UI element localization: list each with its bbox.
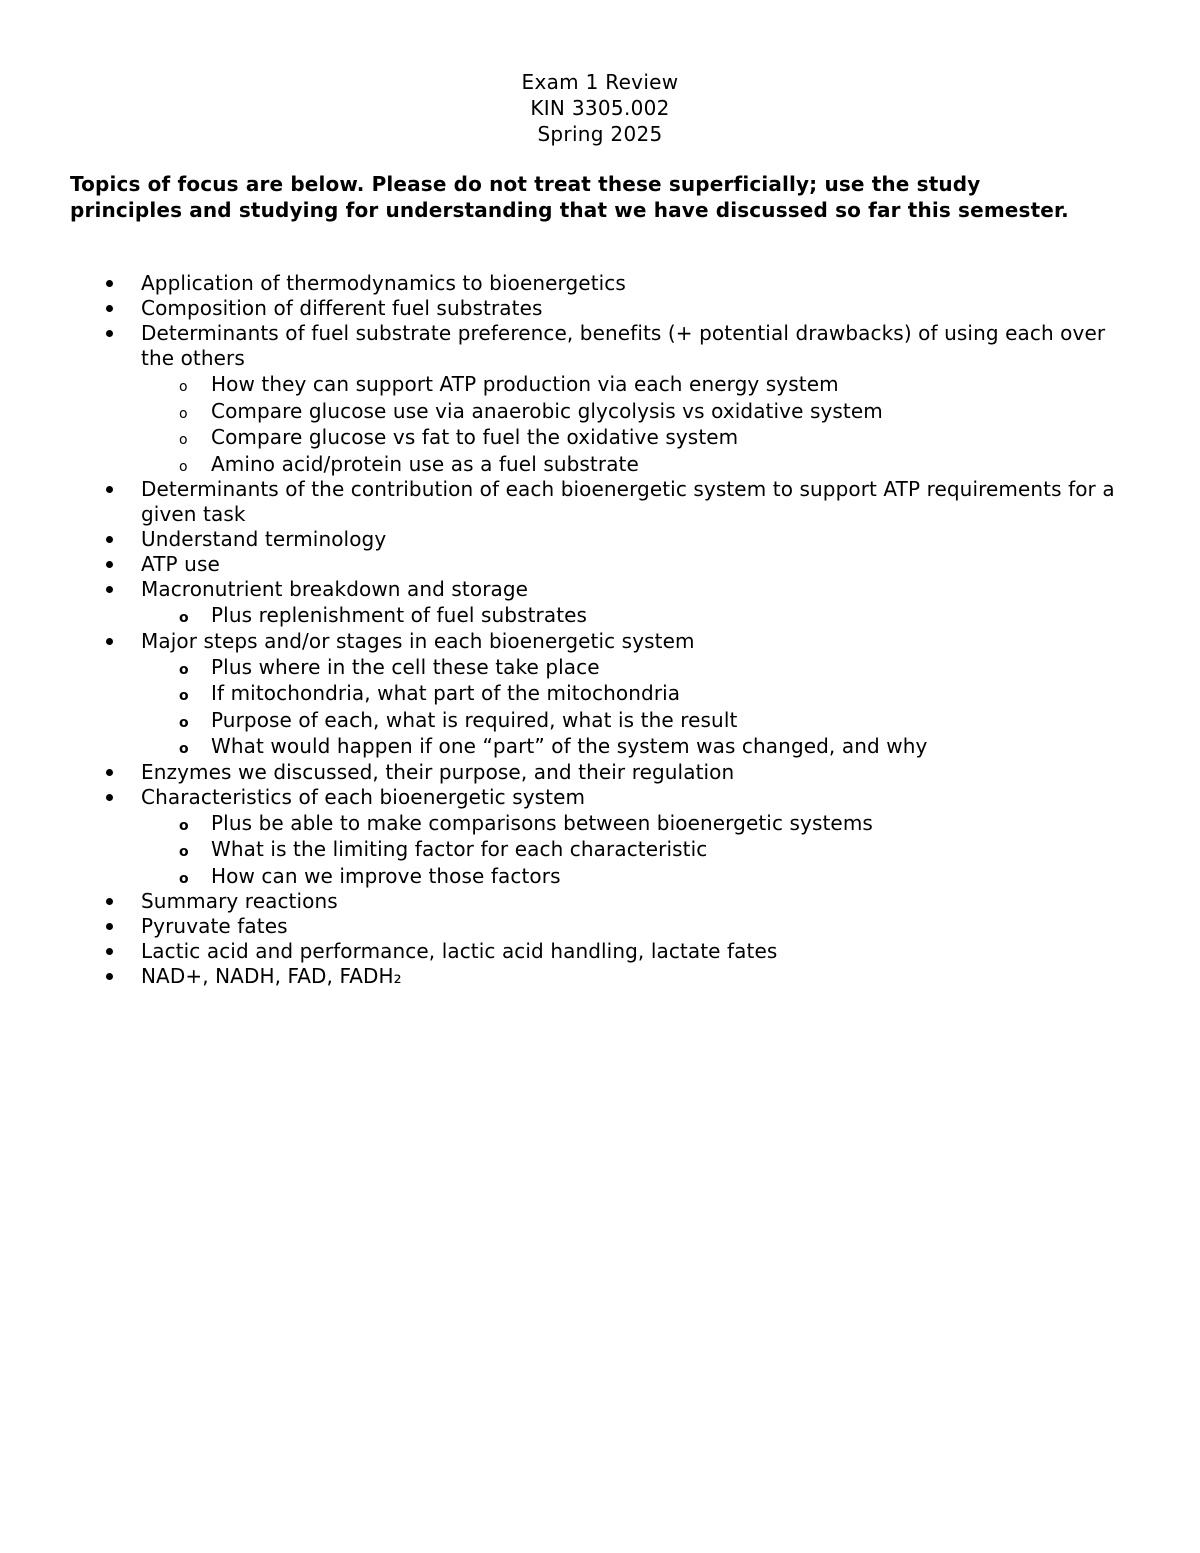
document-header [0,69,1200,147]
topic-text: Application of thermodynamics to bioenergetics [141,271,626,295]
subtopic-item [141,810,1140,837]
circle-bullet-icon: o [179,688,189,704]
circle-bullet-icon: o [179,870,189,887]
circle-bullet-icon: o [179,432,188,448]
topic-item [0,939,1200,964]
topic-item [0,477,1200,527]
topic-text: Characteristics of each bioenergetic system [141,784,586,809]
circle-bullet-icon: o [179,405,188,422]
subtopic-item [141,680,1140,707]
topic-text: Major steps and/or stages in each bioenergetic system [141,628,695,653]
intro-paragraph: Topics of focus are below. Please do not treat these superficially; use the study principles and studying for understanding that we have discussed so far this semester. [70,172,1069,222]
bullet-icon [106,769,113,776]
topic-item [0,321,1200,477]
subtopic-list [141,654,1140,760]
subtopic-item [141,733,1140,760]
subtopic-text: How they can support ATP production via each energy system [211,372,839,396]
topic-text: Lactic acid and performance, lactic acid handling, lactate fates [141,939,778,963]
subtopic-text: Purpose of each, what is required, what is the result [211,707,738,732]
subtopic-item [141,424,1140,451]
bullet-icon [106,586,113,593]
circle-bullet-icon: o [179,610,189,626]
topic-item [0,629,1200,760]
topic-text: Pyruvate fates [141,914,288,938]
subtopic-item [141,836,1140,863]
bullet-icon [106,948,113,955]
topic-text: Composition of different fuel substrates [141,296,543,320]
bullet-icon [106,330,113,337]
topic-text: Summary reactions [141,889,338,913]
topic-item [0,760,1200,785]
bullet-icon [106,794,113,801]
topic-item [0,964,1200,989]
topic-text: Determinants of the contribution of each bioenergetic system to support ATP requirements for a given task [141,477,1115,526]
topic-item [0,271,1200,296]
subtopic-item [141,602,1140,629]
exam-title: Exam 1 Review [521,70,679,94]
topic-text: Macronutrient breakdown and storage [141,577,529,601]
subtopic-text: Compare glucose vs fat to fuel the oxidative system [211,425,739,449]
circle-bullet-icon: o [179,741,189,757]
semester: Spring 2025 [537,122,663,146]
bullet-icon [106,923,113,930]
topic-text: Understand terminology [141,527,387,551]
topic-item [0,527,1200,552]
circle-bullet-icon: o [179,661,189,678]
topic-text: Enzymes we discussed, their purpose, and their regulation [141,759,735,784]
subtopic-text: Plus be able to make comparisons between bioenergetic systems [211,810,873,835]
bullet-icon [106,486,113,493]
subtopic-item [141,863,1140,890]
topic-item [0,296,1200,321]
bullet-icon [106,280,113,287]
subtopic-text: If mitochondria, what part of the mitochondria [211,681,681,705]
subtopic-item [141,398,1140,425]
subtopic-text: Plus replenishment of fuel substrates [211,603,588,627]
subtopic-item [141,654,1140,681]
course-code: KIN 3305.002 [530,96,670,120]
subtopic-item [141,451,1140,478]
bullet-icon [106,898,113,905]
circle-bullet-icon: o [179,844,189,860]
topic-item [0,552,1200,577]
circle-bullet-icon: o [179,714,189,731]
subtopic-list [141,602,1140,629]
subtopic-text: How can we improve those factors [211,863,561,888]
topic-item [0,577,1200,629]
subtopic-text: What is the limiting factor for each characteristic [211,837,708,861]
subtopic-text: Compare glucose use via anaerobic glycolysis vs oxidative system [211,398,883,423]
topic-item [0,914,1200,939]
topic-text: ATP use [141,552,220,576]
topics-list [0,271,1200,989]
circle-bullet-icon: o [179,458,188,475]
subtopic-item [141,371,1140,398]
subtopic-list [141,810,1140,890]
bullet-icon [106,536,113,543]
subtopic-item [141,707,1140,734]
subtopic-text: What would happen if one “part” of the system was changed, and why [211,734,928,758]
bullet-icon [106,973,113,980]
topic-text: NAD+, NADH, FAD, FADH₂ [141,964,402,988]
circle-bullet-icon: o [179,379,188,395]
topic-item [0,889,1200,914]
topic-item [0,785,1200,890]
subtopic-text: Amino acid/protein use as a fuel substrate [211,451,639,476]
bullet-icon [106,561,113,568]
subtopic-list [141,371,1140,477]
subtopic-text: Plus where in the cell these take place [211,654,600,679]
circle-bullet-icon: o [179,817,189,834]
topic-text: Determinants of fuel substrate preference, benefits (+ potential drawbacks) of using each over the others [141,321,1106,370]
bullet-icon [106,305,113,312]
bullet-icon [106,638,113,645]
